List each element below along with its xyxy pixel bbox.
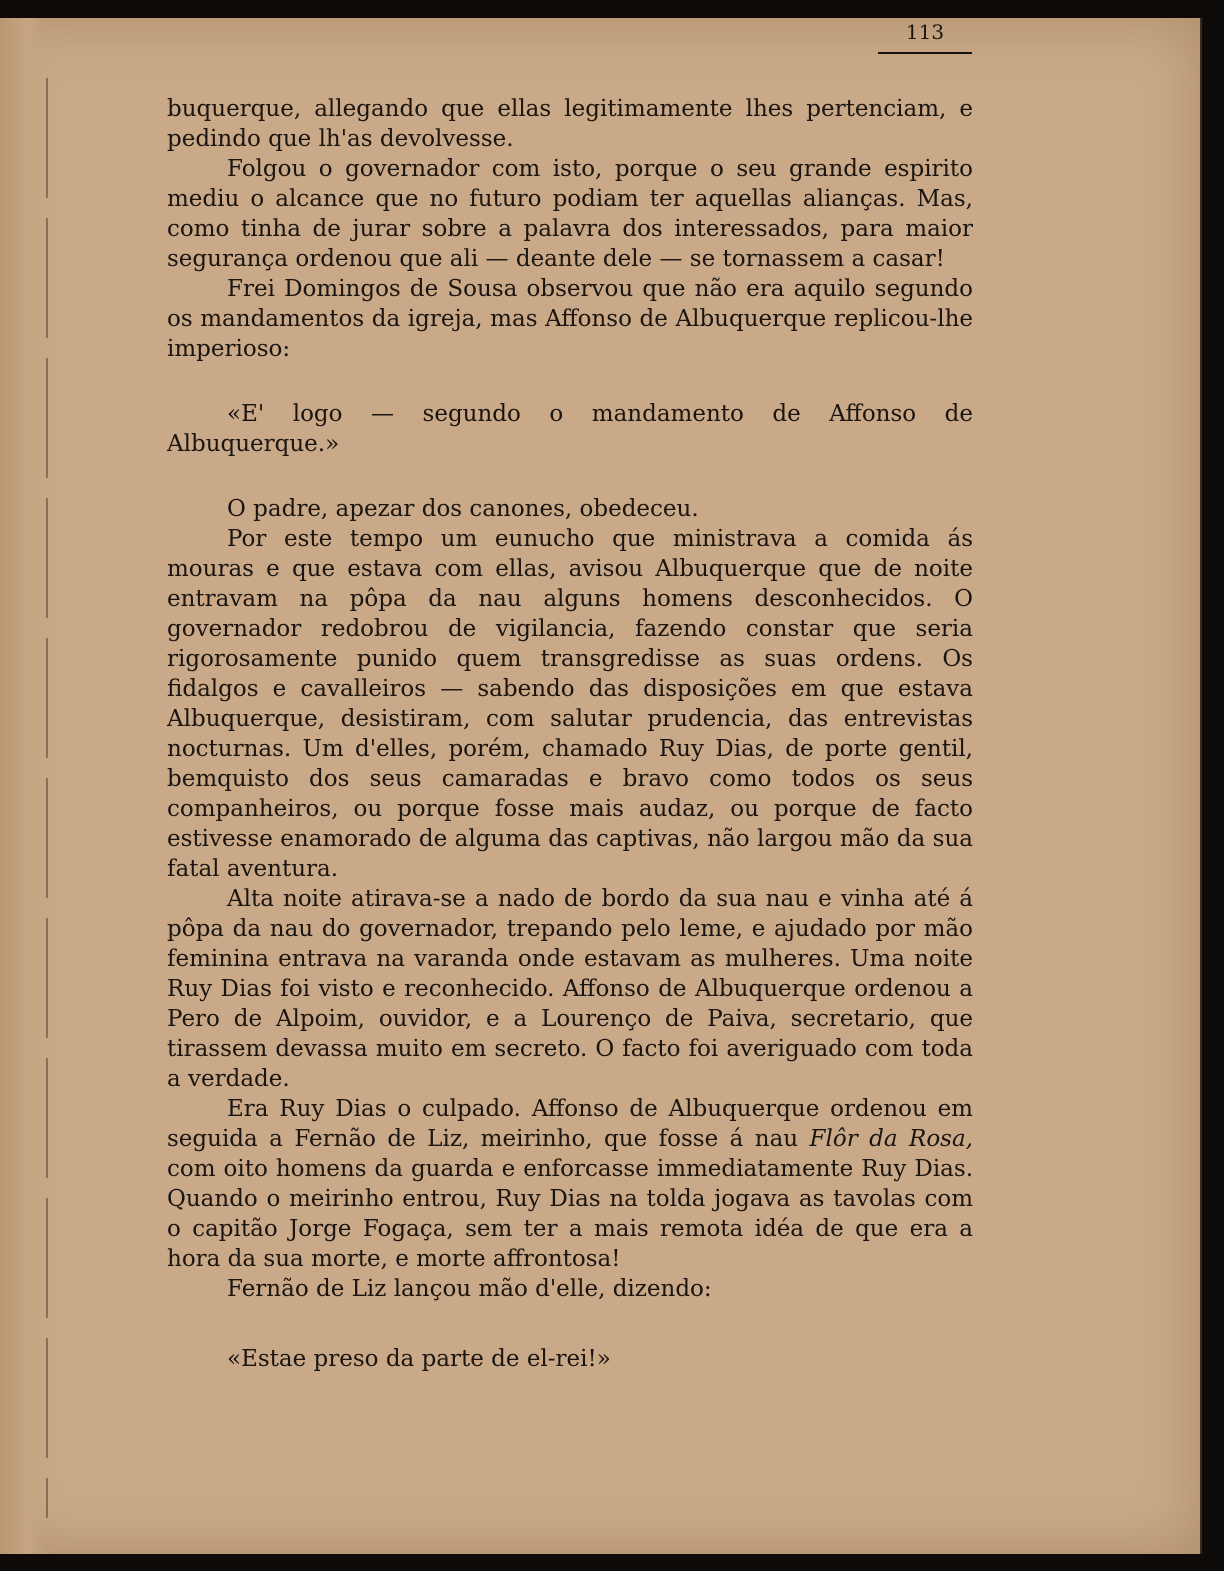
paragraph-text: com oito homens da guarda e enforcasse immediatamente Ruy Dias. Quando o meirinho entrou, Ruy Dias na tolda jogava as tavolas com o capitão Jorge Fogaça, sem ter a mais remota idéa de que era a hora da sua morte, e morte affrontosa! xyxy=(167,1156,973,1272)
paragraph: Por este tempo um eunucho que ministrava a comida ás mouras e que estava com ellas, avisou Albuquerque que de noite entravam na pôpa da nau alguns homens desconhecidos. O governador redobrou de vigilancia, fazendo constar que seria rigorosamente punido quem transgredisse as suas ordens. Os fidalgos e cavalleiros — sabendo das disposições em que estava Albuquerque, desistiram, com salutar prudencia, das entrevistas nocturnas. Um d'elles, porém, chamado Ruy Dias, de porte gentil, bemquisto dos seus camaradas e bravo como todos os seus companheiros, ou porque fosse mais audaz, ou porque de facto estivesse enamorado de alguma das captivas, não largou mão da sua fatal aventura. xyxy=(167,526,973,882)
paragraph: Frei Domingos de Sousa observou que não era aquilo segundo os mandamentos da igreja, mas Affonso de Albuquerque replicou-lhe imperioso: xyxy=(167,276,973,362)
paragraph: O padre, apezar dos canones, obedeceu. xyxy=(227,496,699,522)
quotation: «E' logo — segundo o mandamento de Affonso de Albuquerque.» xyxy=(167,401,973,457)
paragraph: Folgou o governador com isto, porque o seu grande espirito mediu o alcance que no futuro podiam ter aquellas alianças. Mas, como tinha de jurar sobre a palavra dos interessados, para maior segurança ordenou que ali — deante dele — se tornassem a casar! xyxy=(167,156,973,272)
ship-name: Flôr da Rosa, xyxy=(809,1126,973,1152)
paragraph xyxy=(167,1094,973,1274)
paragraph: Alta noite atirava-se a nado de bordo da sua nau e vinha até á pôpa da nau do governador, trepando pelo leme, e ajudado por mão feminina entrava na varanda onde estavam as mulheres. Uma noite Ruy Dias foi visto e reconhecido. Affonso de Albuquerque ordenou a Pero de Alpoim, ouvidor, e a Lourenço de Paiva, secretario, que tirassem devassa muito em secreto. O facto foi averiguado com toda a verdade. xyxy=(167,886,973,1092)
page-binding-shadow xyxy=(0,18,46,1554)
paragraph-continued: buquerque, allegando que ellas legitimamente lhes pertenciam, e pedindo que lh'as devolvesse. xyxy=(167,96,973,152)
header-rule xyxy=(878,52,972,54)
book-page xyxy=(0,18,1202,1554)
page-number: 113 xyxy=(905,20,945,44)
binding-stitch-line xyxy=(46,78,48,1518)
quotation: «Estae preso da parte de el-rei!» xyxy=(227,1346,611,1372)
paragraph-text: Era Ruy Dias o culpado. Affonso de Albuquerque ordenou em seguida a Fernão de Liz, meirinho, que fosse á nau xyxy=(167,1096,973,1152)
paragraph: Fernão de Liz lançou mão d'elle, dizendo: xyxy=(227,1276,712,1302)
body-text xyxy=(167,94,973,1374)
